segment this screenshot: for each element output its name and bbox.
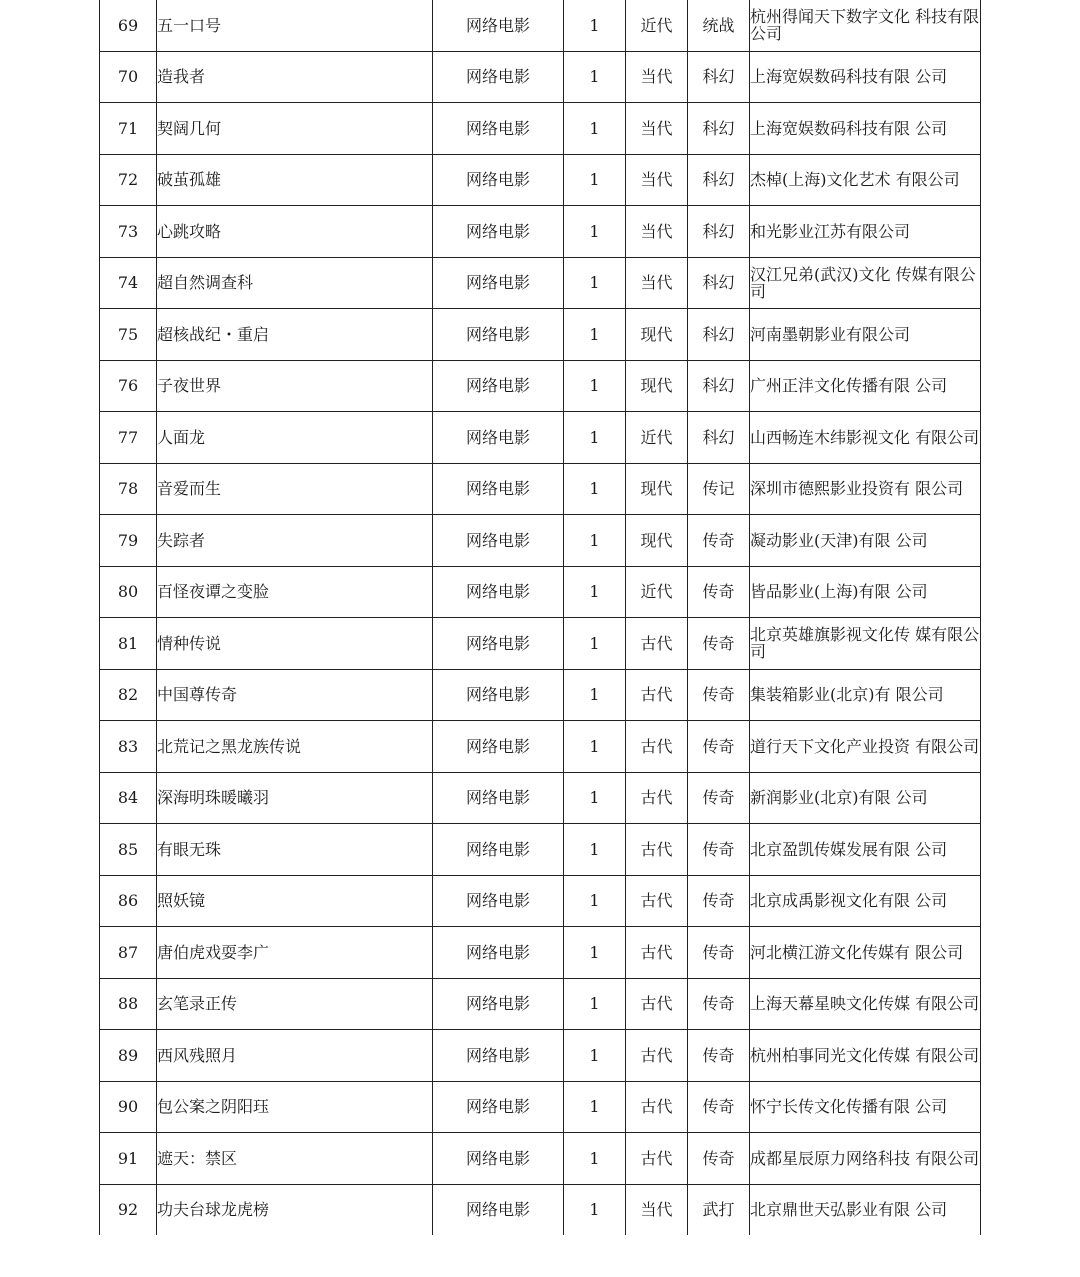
cell-genre: 传记 bbox=[688, 463, 750, 515]
cell-company: 上海宽娱数码科技有限 公司 bbox=[750, 103, 981, 155]
table-row bbox=[100, 103, 981, 155]
cell-company: 杭州得闻天下数字文化 科技有限公司 bbox=[750, 0, 981, 51]
cell-type: 网络电影 bbox=[433, 824, 564, 876]
cell-company: 集装箱影业(北京)有 限公司 bbox=[750, 669, 981, 721]
cell-company: 上海天幕星映文化传媒 有限公司 bbox=[750, 978, 981, 1030]
cell-count: 1 bbox=[564, 103, 626, 155]
cell-title: 契阔几何 bbox=[157, 103, 433, 155]
cell-era: 当代 bbox=[626, 1184, 688, 1235]
cell-genre: 武打 bbox=[688, 1184, 750, 1235]
cell-era: 近代 bbox=[626, 412, 688, 464]
cell-genre: 科幻 bbox=[688, 103, 750, 155]
cell-era: 近代 bbox=[626, 566, 688, 618]
cell-era: 现代 bbox=[626, 463, 688, 515]
table-row bbox=[100, 154, 981, 206]
table-row bbox=[100, 257, 981, 309]
cell-era: 现代 bbox=[626, 309, 688, 361]
cell-number: 86 bbox=[100, 875, 157, 927]
table-body bbox=[100, 0, 981, 1235]
cell-count: 1 bbox=[564, 1184, 626, 1235]
cell-number: 75 bbox=[100, 309, 157, 361]
cell-title: 五一口号 bbox=[157, 0, 433, 51]
cell-era: 古代 bbox=[626, 875, 688, 927]
cell-genre: 传奇 bbox=[688, 875, 750, 927]
cell-company: 汉江兄弟(武汉)文化 传媒有限公司 bbox=[750, 257, 981, 309]
cell-count: 1 bbox=[564, 566, 626, 618]
cell-era: 现代 bbox=[626, 360, 688, 412]
cell-count: 1 bbox=[564, 618, 626, 670]
cell-genre: 传奇 bbox=[688, 1133, 750, 1185]
table-row bbox=[100, 463, 981, 515]
cell-count: 1 bbox=[564, 721, 626, 773]
cell-era: 古代 bbox=[626, 978, 688, 1030]
table-row bbox=[100, 412, 981, 464]
cell-number: 81 bbox=[100, 618, 157, 670]
cell-title: 包公案之阴阳珏 bbox=[157, 1081, 433, 1133]
cell-type: 网络电影 bbox=[433, 772, 564, 824]
cell-number: 69 bbox=[100, 0, 157, 51]
cell-genre: 传奇 bbox=[688, 618, 750, 670]
cell-company: 北京盈凯传媒发展有限 公司 bbox=[750, 824, 981, 876]
cell-era: 现代 bbox=[626, 515, 688, 567]
cell-type: 网络电影 bbox=[433, 309, 564, 361]
cell-era: 近代 bbox=[626, 0, 688, 51]
cell-number: 74 bbox=[100, 257, 157, 309]
cell-genre: 传奇 bbox=[688, 927, 750, 979]
cell-era: 古代 bbox=[626, 618, 688, 670]
cell-title: 中国尊传奇 bbox=[157, 669, 433, 721]
cell-type: 网络电影 bbox=[433, 1133, 564, 1185]
table-row bbox=[100, 309, 981, 361]
cell-count: 1 bbox=[564, 154, 626, 206]
cell-genre: 传奇 bbox=[688, 515, 750, 567]
cell-type: 网络电影 bbox=[433, 206, 564, 258]
cell-number: 83 bbox=[100, 721, 157, 773]
cell-type: 网络电影 bbox=[433, 875, 564, 927]
cell-count: 1 bbox=[564, 463, 626, 515]
cell-title: 深海明珠暖曦羽 bbox=[157, 772, 433, 824]
cell-genre: 传奇 bbox=[688, 978, 750, 1030]
cell-number: 73 bbox=[100, 206, 157, 258]
cell-title: 造我者 bbox=[157, 51, 433, 103]
table-row bbox=[100, 772, 981, 824]
cell-era: 古代 bbox=[626, 772, 688, 824]
cell-number: 85 bbox=[100, 824, 157, 876]
table-row bbox=[100, 875, 981, 927]
cell-genre: 传奇 bbox=[688, 824, 750, 876]
cell-company: 和光影业江苏有限公司 bbox=[750, 206, 981, 258]
cell-count: 1 bbox=[564, 206, 626, 258]
cell-number: 88 bbox=[100, 978, 157, 1030]
cell-title: 超自然调查科 bbox=[157, 257, 433, 309]
cell-company: 凝动影业(天津)有限 公司 bbox=[750, 515, 981, 567]
cell-type: 网络电影 bbox=[433, 618, 564, 670]
table-row bbox=[100, 51, 981, 103]
cell-title: 情种传说 bbox=[157, 618, 433, 670]
cell-genre: 科幻 bbox=[688, 154, 750, 206]
cell-genre: 科幻 bbox=[688, 360, 750, 412]
cell-company: 道行天下文化产业投资 有限公司 bbox=[750, 721, 981, 773]
cell-type: 网络电影 bbox=[433, 1030, 564, 1082]
cell-type: 网络电影 bbox=[433, 927, 564, 979]
cell-title: 心跳攻略 bbox=[157, 206, 433, 258]
cell-count: 1 bbox=[564, 1133, 626, 1185]
cell-title: 人面龙 bbox=[157, 412, 433, 464]
cell-count: 1 bbox=[564, 927, 626, 979]
table-row bbox=[100, 978, 981, 1030]
cell-number: 79 bbox=[100, 515, 157, 567]
cell-company: 北京成禹影视文化有限 公司 bbox=[750, 875, 981, 927]
cell-company: 北京英雄旗影视文化传 媒有限公司 bbox=[750, 618, 981, 670]
cell-type: 网络电影 bbox=[433, 515, 564, 567]
cell-number: 70 bbox=[100, 51, 157, 103]
cell-title: 音爱而生 bbox=[157, 463, 433, 515]
table-row bbox=[100, 927, 981, 979]
table-row bbox=[100, 515, 981, 567]
cell-number: 87 bbox=[100, 927, 157, 979]
cell-genre: 传奇 bbox=[688, 1081, 750, 1133]
cell-title: 照妖镜 bbox=[157, 875, 433, 927]
cell-count: 1 bbox=[564, 1081, 626, 1133]
cell-count: 1 bbox=[564, 257, 626, 309]
cell-company: 上海宽娱数码科技有限 公司 bbox=[750, 51, 981, 103]
cell-company: 杰棹(上海)文化艺术 有限公司 bbox=[750, 154, 981, 206]
cell-count: 1 bbox=[564, 978, 626, 1030]
cell-company: 河北横江游文化传媒有 限公司 bbox=[750, 927, 981, 979]
cell-type: 网络电影 bbox=[433, 360, 564, 412]
cell-count: 1 bbox=[564, 0, 626, 51]
cell-title: 西风残照月 bbox=[157, 1030, 433, 1082]
cell-count: 1 bbox=[564, 51, 626, 103]
cell-type: 网络电影 bbox=[433, 154, 564, 206]
cell-number: 77 bbox=[100, 412, 157, 464]
table-row bbox=[100, 824, 981, 876]
registration-table bbox=[99, 0, 981, 1235]
cell-title: 失踪者 bbox=[157, 515, 433, 567]
cell-genre: 传奇 bbox=[688, 772, 750, 824]
cell-era: 当代 bbox=[626, 103, 688, 155]
cell-type: 网络电影 bbox=[433, 412, 564, 464]
cell-type: 网络电影 bbox=[433, 51, 564, 103]
cell-genre: 科幻 bbox=[688, 412, 750, 464]
cell-era: 古代 bbox=[626, 1030, 688, 1082]
cell-type: 网络电影 bbox=[433, 257, 564, 309]
cell-number: 80 bbox=[100, 566, 157, 618]
cell-company: 皆品影业(上海)有限 公司 bbox=[750, 566, 981, 618]
cell-count: 1 bbox=[564, 360, 626, 412]
cell-company: 怀宁长传文化传播有限 公司 bbox=[750, 1081, 981, 1133]
cell-title: 玄笔录正传 bbox=[157, 978, 433, 1030]
cell-number: 76 bbox=[100, 360, 157, 412]
cell-count: 1 bbox=[564, 515, 626, 567]
table-row bbox=[100, 206, 981, 258]
cell-type: 网络电影 bbox=[433, 463, 564, 515]
table-row bbox=[100, 618, 981, 670]
table-row bbox=[100, 0, 981, 51]
table-row bbox=[100, 1081, 981, 1133]
cell-genre: 传奇 bbox=[688, 1030, 750, 1082]
cell-title: 破茧孤雄 bbox=[157, 154, 433, 206]
cell-title: 北荒记之黑龙族传说 bbox=[157, 721, 433, 773]
cell-count: 1 bbox=[564, 669, 626, 721]
cell-count: 1 bbox=[564, 875, 626, 927]
cell-number: 71 bbox=[100, 103, 157, 155]
cell-era: 当代 bbox=[626, 51, 688, 103]
cell-genre: 统战 bbox=[688, 0, 750, 51]
cell-genre: 科幻 bbox=[688, 51, 750, 103]
cell-count: 1 bbox=[564, 309, 626, 361]
cell-company: 新润影业(北京)有限 公司 bbox=[750, 772, 981, 824]
cell-era: 古代 bbox=[626, 669, 688, 721]
cell-genre: 传奇 bbox=[688, 669, 750, 721]
cell-number: 91 bbox=[100, 1133, 157, 1185]
cell-company: 河南墨朝影业有限公司 bbox=[750, 309, 981, 361]
cell-title: 百怪夜谭之变脸 bbox=[157, 566, 433, 618]
cell-era: 古代 bbox=[626, 1081, 688, 1133]
table-row bbox=[100, 669, 981, 721]
cell-count: 1 bbox=[564, 1030, 626, 1082]
cell-era: 当代 bbox=[626, 257, 688, 309]
cell-type: 网络电影 bbox=[433, 1081, 564, 1133]
cell-number: 82 bbox=[100, 669, 157, 721]
cell-number: 84 bbox=[100, 772, 157, 824]
cell-number: 78 bbox=[100, 463, 157, 515]
cell-era: 当代 bbox=[626, 154, 688, 206]
cell-type: 网络电影 bbox=[433, 721, 564, 773]
cell-type: 网络电影 bbox=[433, 669, 564, 721]
cell-count: 1 bbox=[564, 824, 626, 876]
table-row bbox=[100, 1133, 981, 1185]
cell-type: 网络电影 bbox=[433, 978, 564, 1030]
table-row bbox=[100, 721, 981, 773]
cell-type: 网络电影 bbox=[433, 566, 564, 618]
cell-number: 90 bbox=[100, 1081, 157, 1133]
cell-type: 网络电影 bbox=[433, 103, 564, 155]
table-row bbox=[100, 1030, 981, 1082]
cell-genre: 传奇 bbox=[688, 566, 750, 618]
cell-number: 92 bbox=[100, 1184, 157, 1235]
cell-title: 超核战纪・重启 bbox=[157, 309, 433, 361]
cell-company: 北京鼎世天弘影业有限 公司 bbox=[750, 1184, 981, 1235]
cell-genre: 传奇 bbox=[688, 721, 750, 773]
cell-company: 山西畅连木纬影视文化 有限公司 bbox=[750, 412, 981, 464]
cell-era: 古代 bbox=[626, 721, 688, 773]
cell-title: 功夫台球龙虎榜 bbox=[157, 1184, 433, 1235]
cell-number: 72 bbox=[100, 154, 157, 206]
cell-era: 古代 bbox=[626, 1133, 688, 1185]
cell-era: 古代 bbox=[626, 927, 688, 979]
cell-title: 唐伯虎戏耍李广 bbox=[157, 927, 433, 979]
cell-type: 网络电影 bbox=[433, 0, 564, 51]
table-row bbox=[100, 1184, 981, 1235]
cell-company: 成都星辰原力网络科技 有限公司 bbox=[750, 1133, 981, 1185]
table-row bbox=[100, 566, 981, 618]
cell-title: 遮天：禁区 bbox=[157, 1133, 433, 1185]
cell-company: 广州正沣文化传播有限 公司 bbox=[750, 360, 981, 412]
cell-title: 子夜世界 bbox=[157, 360, 433, 412]
cell-count: 1 bbox=[564, 772, 626, 824]
cell-type: 网络电影 bbox=[433, 1184, 564, 1235]
cell-company: 杭州柏事同光文化传媒 有限公司 bbox=[750, 1030, 981, 1082]
cell-genre: 科幻 bbox=[688, 206, 750, 258]
table-row bbox=[100, 360, 981, 412]
cell-company: 深圳市德熙影业投资有 限公司 bbox=[750, 463, 981, 515]
cell-count: 1 bbox=[564, 412, 626, 464]
cell-title: 有眼无珠 bbox=[157, 824, 433, 876]
cell-era: 当代 bbox=[626, 206, 688, 258]
cell-number: 89 bbox=[100, 1030, 157, 1082]
cell-genre: 科幻 bbox=[688, 309, 750, 361]
cell-era: 古代 bbox=[626, 824, 688, 876]
cell-genre: 科幻 bbox=[688, 257, 750, 309]
